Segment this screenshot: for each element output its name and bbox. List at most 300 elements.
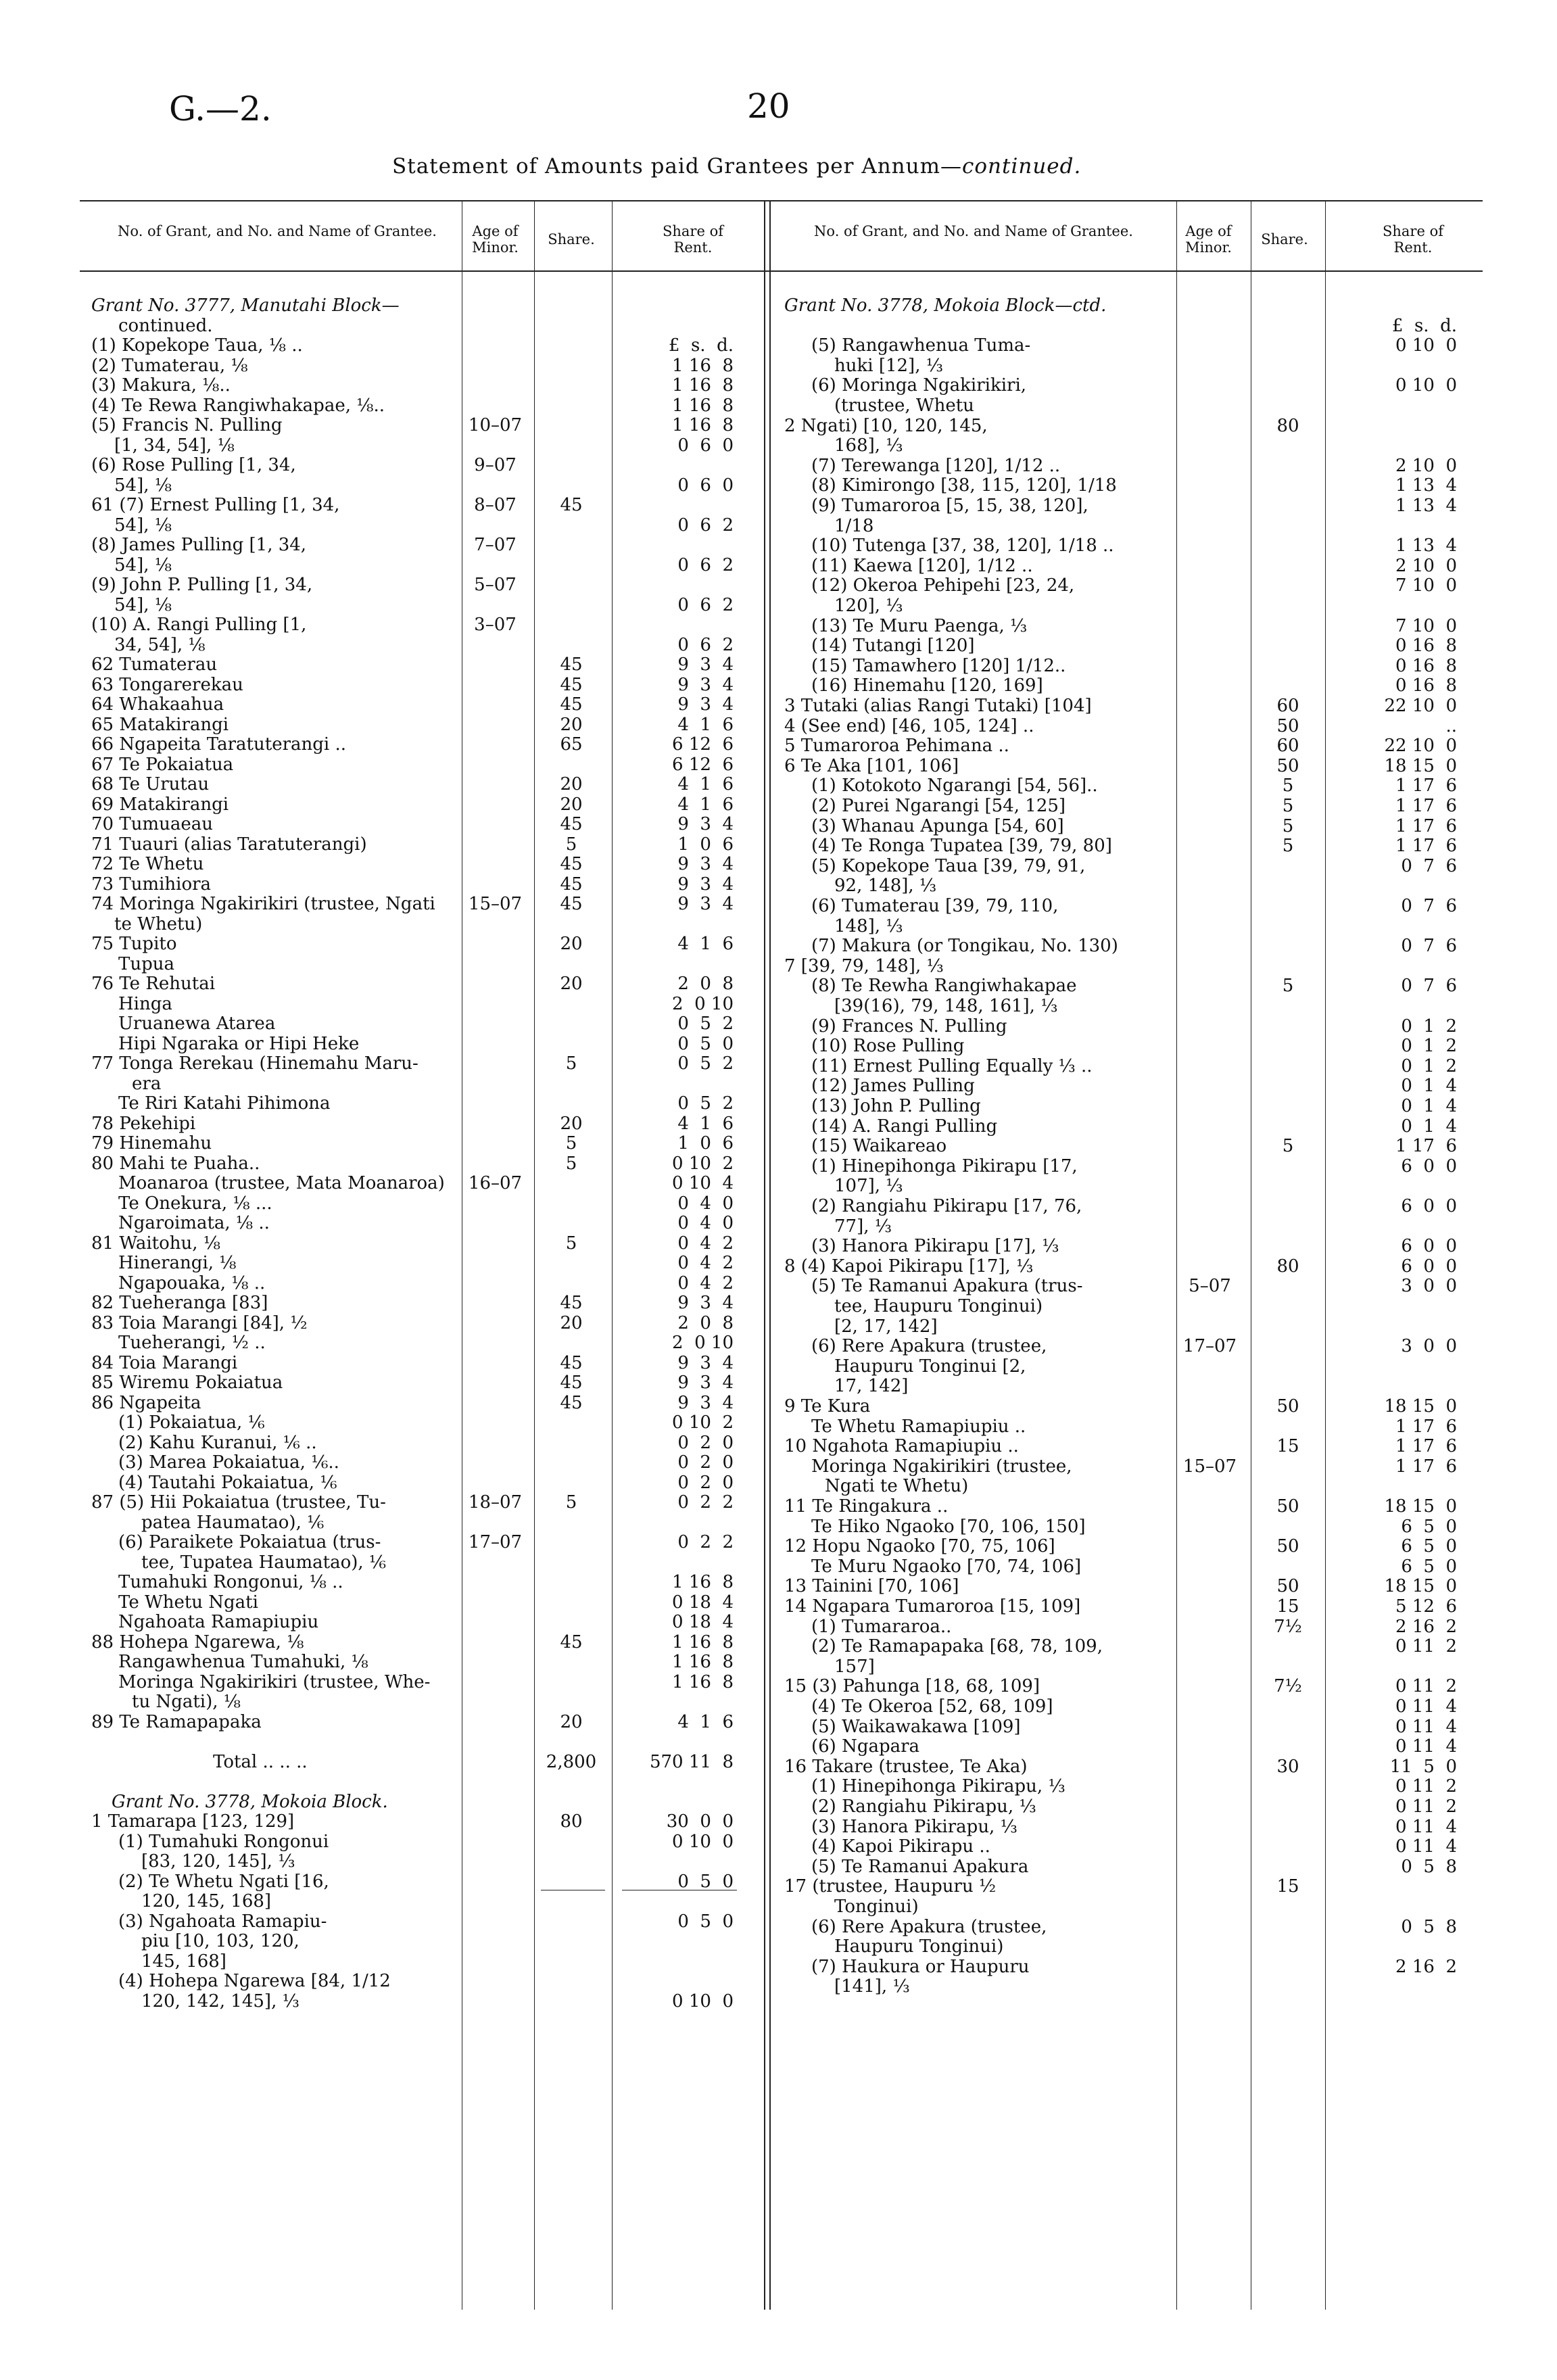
grantee-name: 70 Tumuaeau — [91, 815, 213, 834]
grantee-name: 62 Tumaterau — [91, 655, 218, 674]
grantee-name: 107], ⅓ — [834, 1176, 903, 1196]
rent-value: 0 10 2 — [672, 1412, 734, 1433]
grantee-name: 1 Tamarapa [123, 129] — [91, 1812, 295, 1831]
grantee-name: Te Hiko Ngaoko [70, 106, 150] — [811, 1517, 1086, 1536]
rent-value: 22 10 0 — [1384, 736, 1457, 757]
grantee-name: 79 Hinemahu — [91, 1134, 212, 1153]
minor-age: 17–07 — [468, 1532, 523, 1552]
grantee-name: Rangawhenua Tumahuki, ⅛ — [118, 1652, 368, 1671]
rent-value: 9 3 4 — [677, 894, 734, 914]
share-value: 20 — [560, 774, 583, 794]
grantee-name: (6) Paraikete Pokaiatua (trus- — [118, 1533, 381, 1552]
left-col-share: Share. — [548, 231, 595, 247]
rent-value: 570 11 8 — [649, 1751, 734, 1772]
rent-value: 1 17 6 — [1395, 1136, 1457, 1157]
grantee-name: (5) Te Ramanui Apakura — [811, 1857, 1029, 1876]
top-rule — [80, 200, 1483, 201]
grantee-name: (9) Tumaroroa [5, 15, 38, 120], — [811, 496, 1088, 515]
grantee-name: Te Muru Ngaoko [70, 74, 106] — [811, 1556, 1082, 1576]
rent-value: 0 7 6 — [1401, 896, 1457, 916]
grantee-name: (1) Tumararoa.. — [811, 1617, 952, 1636]
minor-age: 10–07 — [468, 415, 523, 435]
rent-value: 0 11 4 — [1395, 1816, 1457, 1837]
grantee-name: 6 Te Aka [101, 106] — [784, 756, 959, 776]
minor-age: 16–07 — [468, 1173, 523, 1193]
grantee-name: 64 Whakaahua — [91, 695, 224, 714]
grantee-name: (11) Ernest Pulling Equally ⅓ .. — [811, 1056, 1093, 1076]
page-title — [392, 154, 1081, 178]
rent-value: 0 5 2 — [677, 1053, 734, 1074]
share-value: 45 — [560, 1632, 583, 1652]
grantee-name: Tupua — [118, 954, 174, 974]
share-value: 5 — [565, 1492, 577, 1513]
grantee-name: (14) Tutangi [120] — [811, 636, 975, 656]
sep-center-b — [769, 200, 771, 2310]
grantee-name: (7) Makura (or Tongikau, No. 130) — [811, 936, 1118, 956]
grantee-name: 54], ⅛ — [114, 555, 172, 575]
grantee-name: Grant No. 3777, Manutahi Block— — [91, 296, 400, 315]
rent-value: 1 16 8 — [672, 415, 734, 435]
rent-value: 9 3 4 — [677, 1352, 734, 1373]
rent-value: 0 2 0 — [677, 1452, 734, 1473]
rent-value: 0 5 0 — [677, 1911, 734, 1932]
grantee-name: 9 Te Kura — [784, 1397, 871, 1416]
grantee-name: 16 Takare (trustee, Te Aka) — [784, 1757, 1028, 1776]
grantee-name: (5) Waikawakawa [109] — [811, 1717, 1021, 1736]
page-number: 20 — [747, 87, 790, 126]
grantee-name: (2) Rangiahu Pikirapu [17, 76, — [811, 1197, 1082, 1216]
rent-value: 0 18 4 — [672, 1592, 734, 1613]
share-value: 7½ — [1274, 1616, 1302, 1637]
title-main: Statement of Amounts paid Grantees per Annum— — [392, 154, 963, 178]
grantee-name: te Whetu) — [114, 914, 203, 934]
grantee-name: piu [10, 103, 120, — [141, 1932, 300, 1951]
grantee-name: 8 (4) Kapoi Pikirapu [17], ⅓ — [784, 1256, 1034, 1276]
grantee-name: (1) Kotokoto Ngarangi [54, 56].. — [811, 776, 1098, 796]
share-value: 20 — [560, 1113, 583, 1134]
rent-value: 18 15 0 — [1384, 1496, 1457, 1517]
rent-value: 0 4 0 — [677, 1213, 734, 1233]
grantee-name: 69 Matakirangi — [91, 794, 229, 814]
rent-value: 9 3 4 — [677, 1373, 734, 1393]
rent-value: 9 3 4 — [677, 654, 734, 675]
grantee-name: (8) Kimirongo [38, 115, 120], 1/18 — [811, 476, 1117, 496]
rent-value: 1 17 6 — [1395, 796, 1457, 816]
rent-value: 4 1 6 — [677, 774, 734, 794]
rent-value: 0 1 4 — [1401, 1076, 1457, 1097]
rent-value: 1 16 8 — [672, 395, 734, 416]
rent-value: 4 1 6 — [677, 794, 734, 815]
rent-value: 0 5 0 — [677, 1033, 734, 1054]
rent-value: 0 4 2 — [677, 1233, 734, 1254]
rent-value: 2 10 0 — [1395, 455, 1457, 476]
grantee-name: (14) A. Rangi Pulling — [811, 1116, 998, 1136]
grantee-name: 78 Pekehipi — [91, 1114, 196, 1133]
grantee-name: Haupuru Tonginui) — [834, 1937, 1004, 1957]
rent-value: 3 0 0 — [1401, 1336, 1457, 1357]
grantee-name: (10) A. Rangi Pulling [1, — [91, 615, 307, 634]
share-value: 45 — [560, 674, 583, 695]
header-rule — [80, 270, 1483, 272]
rent-value: 0 11 4 — [1395, 1836, 1457, 1857]
grantee-name: Te Whetu Ramapiupiu .. — [811, 1417, 1026, 1436]
grantee-name: (7) Haukura or Haupuru — [811, 1957, 1030, 1976]
share-value: 20 — [560, 1312, 583, 1333]
grantee-name: Ngapouaka, ⅛ .. — [118, 1273, 266, 1293]
share-value: 15 — [1276, 1436, 1299, 1457]
left-col-grant: No. of Grant, and No. and Name of Grantee. — [118, 223, 437, 239]
grantee-name: (2) Kahu Kuranui, ⅙ .. — [118, 1433, 317, 1452]
share-value: 20 — [560, 714, 583, 735]
grantee-name: (6) Ngapara — [811, 1737, 920, 1757]
grantee-name: (2) Purei Ngarangi [54, 125] — [811, 796, 1066, 815]
rent-value: 0 10 4 — [672, 1173, 734, 1193]
grantee-name: (7) Terewanga [120], 1/12 .. — [811, 456, 1061, 475]
grantee-name: (4) Te Ronga Tupatea [39, 79, 80] — [811, 836, 1112, 856]
share-value: 80 — [560, 1811, 583, 1832]
grantee-name: 82 Tueheranga [83] — [91, 1293, 268, 1312]
share-value: 5 — [1282, 1136, 1294, 1157]
grantee-name: 148], ⅓ — [834, 916, 903, 936]
minor-age: 9–07 — [474, 455, 517, 475]
grantee-name: 5 Tumaroroa Pehimana .. — [784, 736, 1009, 756]
grantee-name: [141], ⅓ — [834, 1977, 910, 1997]
share-value: 45 — [560, 495, 583, 515]
rent-value: 4 1 6 — [677, 934, 734, 954]
rent-value: 1 13 4 — [1395, 496, 1457, 516]
grantee-name: (13) Te Muru Paenga, ⅓ — [811, 616, 1028, 636]
grantee-name: (4) Hohepa Ngarewa [84, 1/12 — [118, 1972, 391, 1991]
share-value: 5 — [565, 1153, 577, 1174]
rent-value: 9 3 4 — [677, 874, 734, 895]
title-continued: continued. — [962, 154, 1082, 178]
share-value: 45 — [560, 694, 583, 715]
share-value: 7½ — [1274, 1676, 1302, 1697]
grantee-name: (8) James Pulling [1, 34, — [91, 536, 307, 554]
grantee-name: Uruanewa Atarea — [118, 1014, 276, 1033]
minor-age: 5–07 — [474, 575, 517, 595]
rent-value: 0 16 8 — [1395, 655, 1457, 676]
grantee-name: Ngati te Whetu) — [825, 1477, 969, 1496]
rent-value: 11 5 0 — [1389, 1756, 1457, 1777]
rent-value: £ s. d. — [668, 335, 734, 356]
grantee-name: 120, 142, 145], ⅓ — [141, 1991, 300, 2011]
rent-value: 0 11 2 — [1395, 1796, 1457, 1817]
grantee-name: 84 Toia Marangi — [91, 1353, 238, 1373]
rent-value: 3 0 0 — [1401, 1276, 1457, 1297]
rent-value: 9 3 4 — [677, 674, 734, 695]
rent-value: 7 10 0 — [1395, 575, 1457, 596]
rent-value: 1 17 6 — [1395, 776, 1457, 796]
share-value: 45 — [560, 1352, 583, 1373]
grantee-name: Ngahoata Ramapiupiu — [118, 1613, 319, 1632]
grantee-name: (3) Whanau Apunga [54, 60] — [811, 816, 1064, 836]
rent-value: 22 10 0 — [1384, 696, 1457, 716]
grantee-name: (6) Rose Pulling [1, 34, — [91, 456, 296, 475]
grantee-name: (2) Rangiahu Pikirapu, ⅓ — [811, 1797, 1036, 1816]
rent-value: 0 5 0 — [677, 1871, 734, 1892]
share-value: 20 — [560, 1711, 583, 1732]
grantee-name: 92, 148], ⅓ — [834, 876, 937, 896]
grantee-name: (6) Rere Apakura (trustee, — [811, 1337, 1047, 1356]
grantee-name: tee, Haupuru Tonginui) — [834, 1297, 1043, 1316]
share-value: 60 — [1276, 736, 1299, 757]
rent-value: 0 5 8 — [1401, 1856, 1457, 1877]
grantee-name: (4) Te Rewa Rangiwhakapae, ⅛.. — [91, 396, 385, 415]
rent-value: 0 6 2 — [677, 554, 734, 575]
grantee-name: 74 Moringa Ngakirikiri (trustee, Ngati — [91, 895, 435, 913]
share-value: 5 — [1282, 776, 1294, 796]
grantee-name: 15 (3) Pahunga [18, 68, 109] — [784, 1677, 1040, 1696]
left-col-rent: Share of Rent. — [663, 223, 723, 256]
rent-value: 6 5 0 — [1401, 1536, 1457, 1557]
grantee-name: 120, 145, 168] — [141, 1892, 272, 1911]
grantee-name: 157] — [834, 1657, 875, 1676]
share-value: 45 — [560, 814, 583, 834]
grantee-name: Tumahuki Rongonui, ⅛ .. — [118, 1573, 343, 1592]
rent-value: 30 0 0 — [666, 1811, 734, 1832]
grantee-name: 4 (See end) [46, 105, 124] .. — [784, 716, 1034, 736]
grantee-name: Haupuru Tonginui [2, — [834, 1356, 1026, 1376]
grantee-name: 65 Matakirangi — [91, 715, 229, 734]
rent-value: 0 11 4 — [1395, 1696, 1457, 1717]
rent-value: 0 6 0 — [677, 475, 734, 496]
minor-age: 8–07 — [474, 495, 517, 515]
share-value: 5 — [565, 834, 577, 855]
rent-value: 6 5 0 — [1401, 1516, 1457, 1537]
grantee-name: 12 Hopu Ngaoko [70, 75, 106] — [784, 1537, 1055, 1556]
share-value: 15 — [1276, 1876, 1299, 1897]
rent-value: 0 16 8 — [1395, 675, 1457, 696]
minor-age: 7–07 — [474, 535, 517, 555]
grantee-name: 86 Ngapeita — [91, 1393, 201, 1412]
rent-value: 6 12 6 — [672, 734, 734, 755]
share-value: 5 — [565, 1133, 577, 1153]
grantee-name: (6) Moringa Ngakirikiri, — [811, 376, 1027, 396]
grantee-name: Tonginui) — [834, 1897, 919, 1916]
rent-value: 9 3 4 — [677, 1293, 734, 1313]
rent-value: 0 1 2 — [1401, 1036, 1457, 1057]
rent-value: 1 13 4 — [1395, 475, 1457, 496]
rent-value: 6 0 0 — [1401, 1236, 1457, 1257]
minor-age: 5–07 — [1189, 1276, 1231, 1297]
grantee-name: 14 Ngapara Tumaroroa [15, 109] — [784, 1597, 1081, 1616]
share-value: 60 — [1276, 696, 1299, 716]
grantee-name: tu Ngati), ⅛ — [132, 1692, 241, 1711]
grantee-name: 10 Ngahota Ramapiupiu .. — [784, 1437, 1019, 1456]
grantee-name: Hipi Ngaraka or Hipi Heke — [118, 1034, 360, 1053]
grantee-name: 83 Toia Marangi [84], ½ — [91, 1313, 308, 1333]
grantee-name: (10) Tutenga [37, 38, 120], 1/18 .. — [811, 536, 1114, 556]
rent-value: 5 12 6 — [1395, 1596, 1457, 1617]
rent-value: 6 0 0 — [1401, 1156, 1457, 1176]
rent-value: 1 16 8 — [672, 355, 734, 376]
rent-value: 0 2 0 — [677, 1432, 734, 1453]
share-value: 45 — [560, 1293, 583, 1313]
grantee-name: Ngaroimata, ⅛ .. — [118, 1214, 270, 1233]
rent-value: 1 17 6 — [1395, 815, 1457, 836]
rent-value: 0 18 4 — [672, 1612, 734, 1632]
grantee-name: (15) Waikareao — [811, 1137, 947, 1156]
grantee-name: Hinerangi, ⅛ — [118, 1254, 237, 1272]
share-value: 20 — [560, 794, 583, 815]
share-value: 5 — [1282, 815, 1294, 836]
grantee-name: Moringa Ngakirikiri (trustee, Whe- — [118, 1672, 431, 1692]
grantee-name: (1) Kopekope Taua, ⅛ .. — [91, 336, 303, 355]
grantee-name: 13 Tainini [70, 106] — [784, 1577, 959, 1596]
rent-value: 0 6 2 — [677, 594, 734, 615]
rent-value: 0 4 2 — [677, 1253, 734, 1273]
rent-value: 2 16 2 — [1395, 1956, 1457, 1977]
rent-value: 0 11 2 — [1395, 1636, 1457, 1657]
share-value: 45 — [560, 1373, 583, 1393]
grantee-name: 89 Te Ramapapaka — [91, 1712, 262, 1732]
rent-value: 0 1 2 — [1401, 1055, 1457, 1076]
grantee-name: 77], ⅓ — [834, 1216, 892, 1236]
rent-value: 18 15 0 — [1384, 1576, 1457, 1597]
share-value: 20 — [560, 934, 583, 954]
grantee-name: (3) Hanora Pikirapu [17], ⅓ — [811, 1237, 1059, 1256]
minor-age: 15–07 — [468, 894, 523, 914]
grantee-name: Te Riri Katahi Pihimona — [118, 1094, 331, 1113]
grantee-name: 17 (trustee, Haupuru ½ — [784, 1877, 997, 1897]
rent-value: 0 7 6 — [1401, 976, 1457, 997]
grantee-name: 73 Tumihiora — [91, 874, 212, 894]
rent-value: 1 17 6 — [1395, 1416, 1457, 1437]
rent-value: 0 10 0 — [672, 1831, 734, 1852]
share-value: 20 — [560, 974, 583, 994]
rent-value: 4 1 6 — [677, 1711, 734, 1732]
grantee-name: [2, 17, 142] — [834, 1316, 938, 1336]
rent-value: 6 0 0 — [1401, 1196, 1457, 1216]
share-value: 45 — [560, 894, 583, 914]
minor-age: 3–07 — [474, 615, 517, 635]
grantee-name: (5) Kopekope Taua [39, 79, 91, — [811, 856, 1086, 876]
rent-value: 0 5 8 — [1401, 1916, 1457, 1937]
grantee-name: Grant No. 3778, Mokoia Block. — [112, 1792, 388, 1811]
grantee-name: (13) John P. Pulling — [811, 1097, 981, 1116]
rent-value: 2 0 8 — [677, 974, 734, 994]
rent-value: 0 16 8 — [1395, 636, 1457, 657]
rent-value: 0 2 2 — [677, 1492, 734, 1513]
minor-age: 15–07 — [1182, 1456, 1237, 1477]
grantee-name: 7 [39, 79, 148], ⅓ — [784, 956, 944, 976]
grantee-name: 87 (5) Hii Pokaiatua (trustee, Tu- — [91, 1493, 386, 1512]
share-value: 5 — [1282, 796, 1294, 816]
grantee-name: (3) Marea Pokaiatua, ⅙.. — [118, 1453, 339, 1472]
minor-age: 18–07 — [468, 1492, 523, 1513]
rent-value: 0 7 6 — [1401, 936, 1457, 957]
grantee-name: 66 Ngapeita Taratuterangi .. — [91, 735, 347, 754]
share-value: 5 — [1282, 836, 1294, 857]
grantee-name: 54], ⅛ — [114, 595, 172, 615]
grantee-name: (1) Hinepihonga Pikirapu, ⅓ — [811, 1777, 1065, 1796]
grantee-name: (4) Te Okeroa [52, 68, 109] — [811, 1697, 1053, 1716]
grantee-name: 72 Te Whetu — [91, 855, 204, 874]
share-value: 5 — [1282, 976, 1294, 997]
rent-value: 18 15 0 — [1384, 1396, 1457, 1417]
grantee-name: (3) Makura, ⅛.. — [91, 376, 231, 395]
rent-value: 0 4 0 — [677, 1193, 734, 1214]
grantee-name: huki [12], ⅓ — [834, 356, 943, 375]
rent-value: 0 5 2 — [677, 1093, 734, 1114]
grantee-name: [39(16), 79, 148, 161], ⅓ — [834, 997, 1058, 1016]
grantee-name: (2) Te Ramapapaka [68, 78, 109, — [811, 1637, 1103, 1657]
grantee-name: 61 (7) Ernest Pulling [1, 34, — [91, 496, 340, 515]
rent-value: 0 5 2 — [677, 1014, 734, 1034]
grantee-name: (11) Kaewa [120], 1/12 .. — [811, 556, 1033, 575]
grantee-name: (1) Tumahuki Rongonui — [118, 1832, 329, 1851]
grantee-name: (5) Te Ramanui Apakura (trus- — [811, 1277, 1083, 1296]
grantee-name: Grant No. 3778, Mokoia Block—ctd. — [784, 296, 1107, 315]
right-col-grant: No. of Grant, and No. and Name of Grantee. — [814, 223, 1133, 239]
grantee-name: (9) Frances N. Pulling — [811, 1016, 1007, 1036]
rent-value: 2 0 10 — [672, 993, 734, 1014]
rent-value: 6 5 0 — [1401, 1556, 1457, 1577]
grantee-name: continued. — [118, 316, 213, 335]
rent-value: 1 13 4 — [1395, 536, 1457, 556]
share-value: 50 — [1276, 715, 1299, 736]
rent-value: 0 1 4 — [1401, 1116, 1457, 1137]
rent-value: 1 16 8 — [672, 1671, 734, 1692]
rent-value: 7 10 0 — [1395, 615, 1457, 636]
grantee-name: 145, 168] — [141, 1951, 226, 1971]
rent-value: 4 1 6 — [677, 1113, 734, 1134]
grantee-name: 67 Te Pokaiatua — [91, 755, 234, 774]
rent-value: 0 1 2 — [1401, 1016, 1457, 1037]
grantee-name: 2 Ngati) [10, 120, 145, — [784, 416, 988, 435]
rent-value: 0 11 2 — [1395, 1776, 1457, 1797]
rent-value: 1 0 6 — [677, 834, 734, 855]
rent-value: 9 3 4 — [677, 814, 734, 834]
share-value: 50 — [1276, 1576, 1299, 1597]
rent-value: 0 11 4 — [1395, 1736, 1457, 1757]
rent-value: 0 10 2 — [672, 1153, 734, 1174]
right-grant-list — [784, 296, 1481, 2311]
grantee-name: 81 Waitohu, ⅛ — [91, 1233, 220, 1253]
grantee-name: [83, 120, 145], ⅓ — [141, 1852, 295, 1871]
rent-value: 2 16 2 — [1395, 1616, 1457, 1637]
rent-value: 0 6 2 — [677, 515, 734, 536]
share-value: 80 — [1276, 1256, 1299, 1277]
left-grant-list — [91, 296, 761, 2311]
grantee-name: (5) Francis N. Pulling — [91, 416, 283, 435]
grantee-name: (6) Tumaterau [39, 79, 110, — [811, 897, 1059, 915]
grantee-name: Hinga — [118, 994, 172, 1014]
grantee-name: (3) Hanora Pikirapu, ⅓ — [811, 1817, 1017, 1836]
rent-value: 1 17 6 — [1395, 1456, 1457, 1477]
grantee-name: (16) Hinemahu [120, 169] — [811, 676, 1043, 696]
rent-value: 1 17 6 — [1395, 836, 1457, 857]
right-col-age: Age of Minor. — [1185, 223, 1232, 256]
rent-value: 0 6 0 — [677, 435, 734, 456]
grantee-name: (trustee, Whetu — [834, 396, 974, 415]
grantee-name: 54], ⅛ — [114, 515, 172, 535]
rent-value: 0 11 4 — [1395, 1716, 1457, 1737]
rent-value: 0 10 0 — [1395, 375, 1457, 396]
share-value: 45 — [560, 1392, 583, 1413]
rent-value: 1 16 8 — [672, 1632, 734, 1652]
grantee-name: (12) Okeroa Pehipehi [23, 24, — [811, 576, 1075, 596]
share-value: 50 — [1276, 1496, 1299, 1517]
right-col-rent: Share of Rent. — [1383, 223, 1443, 256]
grantee-name: Tueherangi, ½ .. — [118, 1333, 266, 1352]
grantee-name: Moringa Ngakirikiri (trustee, — [811, 1456, 1072, 1476]
rent-value: 0 2 0 — [677, 1472, 734, 1493]
share-value: 5 — [565, 1233, 577, 1254]
rent-value: 1 17 6 — [1395, 1436, 1457, 1457]
grantee-name: patea Haumatao), ⅙ — [141, 1513, 325, 1532]
